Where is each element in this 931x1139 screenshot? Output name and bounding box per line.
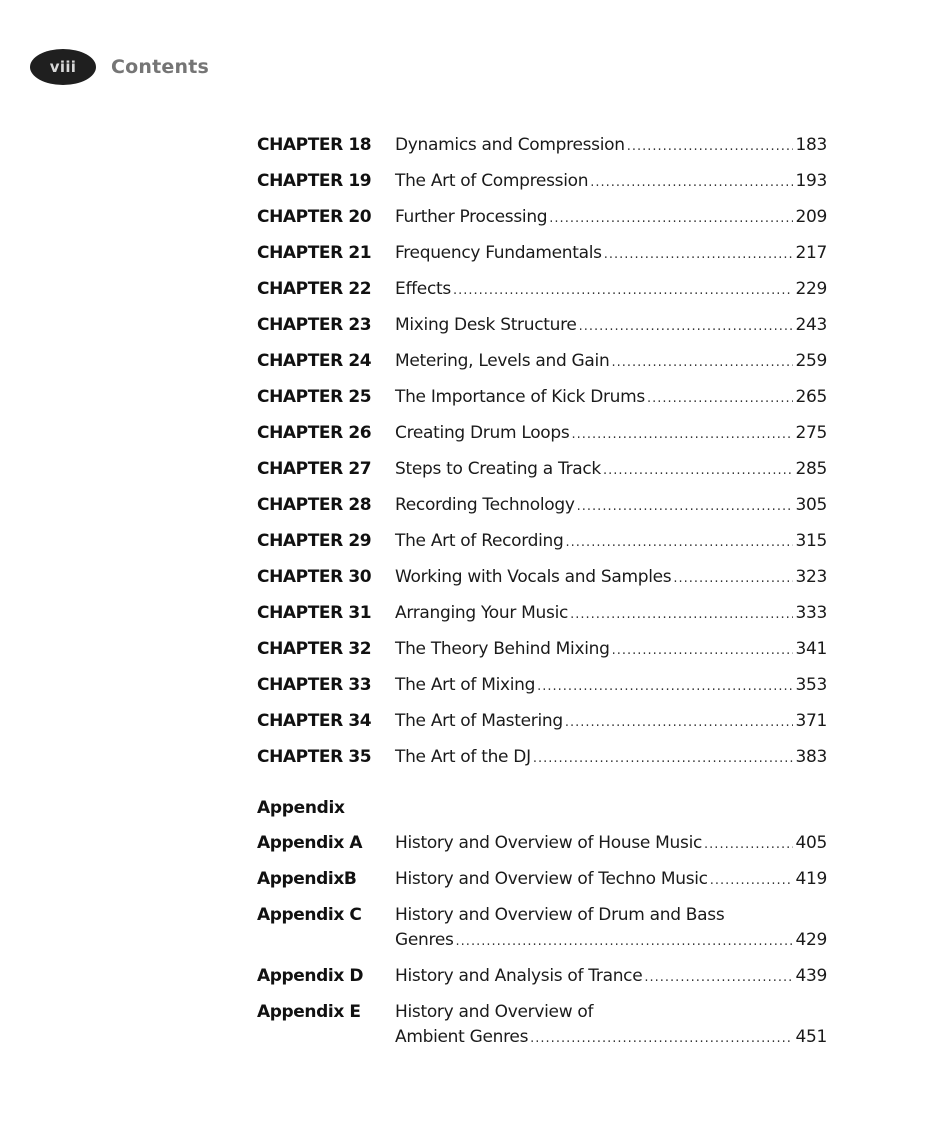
page-number: 229 xyxy=(795,279,827,299)
appendix-label: AppendixB xyxy=(257,869,357,889)
toc-entry-chapter-23[interactable] xyxy=(257,313,827,339)
chapter-title: Frequency Fundamentals xyxy=(395,243,602,263)
page-number: 333 xyxy=(795,603,827,623)
dot-leader xyxy=(612,638,794,663)
dot-leader xyxy=(577,494,794,519)
running-title: Contents xyxy=(111,56,210,78)
page-number: 419 xyxy=(795,869,827,889)
toc-entry-chapter-29[interactable] xyxy=(257,529,827,555)
dot-leader xyxy=(456,929,794,954)
appendix-label: Appendix A xyxy=(257,833,363,853)
toc-entry-chapter-22[interactable] xyxy=(257,277,827,303)
chapter-title: Dynamics and Compression xyxy=(395,135,625,155)
appendix-label: Appendix E xyxy=(257,1002,361,1022)
appendix-title: History and Overview of Techno Music xyxy=(395,869,708,889)
dot-leader xyxy=(549,206,793,231)
page-number: 193 xyxy=(795,171,827,191)
chapter-title: The Theory Behind Mixing xyxy=(395,639,610,659)
chapter-label: CHAPTER 35 xyxy=(257,747,372,767)
chapter-label: CHAPTER 21 xyxy=(257,243,372,263)
dot-leader xyxy=(537,674,793,699)
appendix-heading: Appendix xyxy=(257,798,345,818)
page-number: 405 xyxy=(795,833,827,853)
page-number-badge: viii xyxy=(30,49,96,85)
dot-leader xyxy=(530,1026,793,1051)
page-number: 439 xyxy=(795,966,827,986)
dot-leader xyxy=(644,965,793,990)
page-number: 451 xyxy=(795,1027,827,1047)
page-number: 383 xyxy=(795,747,827,767)
chapter-title: Metering, Levels and Gain xyxy=(395,351,610,371)
appendix-title: Ambient Genres xyxy=(395,1027,529,1047)
dot-leader xyxy=(570,602,793,627)
page-number: 243 xyxy=(795,315,827,335)
toc-entry-appendix-d[interactable] xyxy=(257,964,827,990)
toc-entry-chapter-31[interactable] xyxy=(257,601,827,627)
toc-entry-chapter-28[interactable] xyxy=(257,493,827,519)
chapter-label: CHAPTER 25 xyxy=(257,387,372,407)
chapter-label: CHAPTER 32 xyxy=(257,639,372,659)
appendix-title: Genres xyxy=(395,930,454,950)
dot-leader xyxy=(647,386,793,411)
chapter-title: The Art of Mastering xyxy=(395,711,563,731)
running-header xyxy=(30,48,209,86)
chapter-title: Arranging Your Music xyxy=(395,603,569,623)
toc-entry-chapter-19[interactable] xyxy=(257,169,827,195)
chapter-label: CHAPTER 22 xyxy=(257,279,372,299)
chapter-label: CHAPTER 26 xyxy=(257,423,372,443)
dot-leader xyxy=(571,422,793,447)
chapter-label: CHAPTER 18 xyxy=(257,135,372,155)
toc-entry-chapter-30[interactable] xyxy=(257,565,827,591)
chapter-title: The Art of Mixing xyxy=(395,675,536,695)
toc-entry-chapter-24[interactable] xyxy=(257,349,827,375)
dot-leader xyxy=(673,566,793,591)
toc-entry-chapter-26[interactable] xyxy=(257,421,827,447)
chapter-title: The Art of Recording xyxy=(395,531,564,551)
chapter-title: Mixing Desk Structure xyxy=(395,315,577,335)
page-number: 209 xyxy=(795,207,827,227)
page-number: 275 xyxy=(795,423,827,443)
dot-leader xyxy=(566,530,794,555)
chapter-label: CHAPTER 34 xyxy=(257,711,372,731)
appendix-label: Appendix C xyxy=(257,905,362,925)
appendix-title: History and Analysis of Trance xyxy=(395,966,643,986)
page-number: 315 xyxy=(795,531,827,551)
toc-entry-chapter-20[interactable] xyxy=(257,205,827,231)
dot-leader xyxy=(627,134,794,159)
chapter-title: The Art of the DJ xyxy=(395,747,531,767)
chapter-title: Effects xyxy=(395,279,451,299)
dot-leader xyxy=(590,170,793,195)
page-number: 353 xyxy=(795,675,827,695)
chapter-title: The Art of Compression xyxy=(395,171,589,191)
toc-entry-appendix-c[interactable] xyxy=(257,903,827,954)
chapter-label: CHAPTER 30 xyxy=(257,567,372,587)
appendix-title-first-line: History and Overview of xyxy=(395,1002,594,1022)
toc-entry-chapter-32[interactable] xyxy=(257,637,827,663)
toc-entry-appendix-b[interactable] xyxy=(257,867,827,893)
chapter-label: CHAPTER 29 xyxy=(257,531,372,551)
chapter-label: CHAPTER 20 xyxy=(257,207,372,227)
toc-entry-chapter-25[interactable] xyxy=(257,385,827,411)
toc-entry-chapter-34[interactable] xyxy=(257,709,827,735)
dot-leader xyxy=(611,350,793,375)
chapter-label: CHAPTER 24 xyxy=(257,351,372,371)
chapter-label: CHAPTER 27 xyxy=(257,459,372,479)
dot-leader xyxy=(565,710,794,735)
chapter-title: The Importance of Kick Drums xyxy=(395,387,645,407)
toc-entry-chapter-21[interactable] xyxy=(257,241,827,267)
appendix-label: Appendix D xyxy=(257,966,364,986)
chapter-label: CHAPTER 23 xyxy=(257,315,372,335)
page-number: 341 xyxy=(795,639,827,659)
page-number: 305 xyxy=(795,495,827,515)
chapter-title: Recording Technology xyxy=(395,495,575,515)
chapter-title: Working with Vocals and Samples xyxy=(395,567,672,587)
page-number: 183 xyxy=(795,135,827,155)
page-number: 259 xyxy=(795,351,827,371)
page-number: 429 xyxy=(795,930,827,950)
toc-entry-chapter-18[interactable] xyxy=(257,133,827,159)
chapter-label: CHAPTER 31 xyxy=(257,603,372,623)
toc-entry-appendix-e[interactable] xyxy=(257,1000,827,1051)
chapter-label: CHAPTER 19 xyxy=(257,171,372,191)
toc-entry-chapter-33[interactable] xyxy=(257,673,827,699)
page-number: 323 xyxy=(795,567,827,587)
dot-leader xyxy=(604,242,794,267)
page-number: 217 xyxy=(795,243,827,263)
table-of-contents xyxy=(257,133,827,1061)
dot-leader xyxy=(710,868,794,893)
dot-leader xyxy=(704,832,793,857)
appendix-title: History and Overview of House Music xyxy=(395,833,703,853)
dot-leader xyxy=(533,746,794,771)
chapter-title: Further Processing xyxy=(395,207,548,227)
toc-entry-appendix-a[interactable] xyxy=(257,831,827,857)
toc-entry-chapter-35[interactable] xyxy=(257,745,827,771)
page-number: 285 xyxy=(795,459,827,479)
chapter-title: Steps to Creating a Track xyxy=(395,459,601,479)
appendix-title-first-line: History and Overview of Drum and Bass xyxy=(395,905,725,925)
dot-leader xyxy=(453,278,793,303)
chapter-label: CHAPTER 33 xyxy=(257,675,372,695)
dot-leader xyxy=(579,314,794,339)
toc-entry-chapter-27[interactable] xyxy=(257,457,827,483)
page-number: 371 xyxy=(795,711,827,731)
dot-leader xyxy=(603,458,793,483)
page-number: 265 xyxy=(795,387,827,407)
chapter-label: CHAPTER 28 xyxy=(257,495,372,515)
chapter-title: Creating Drum Loops xyxy=(395,423,570,443)
